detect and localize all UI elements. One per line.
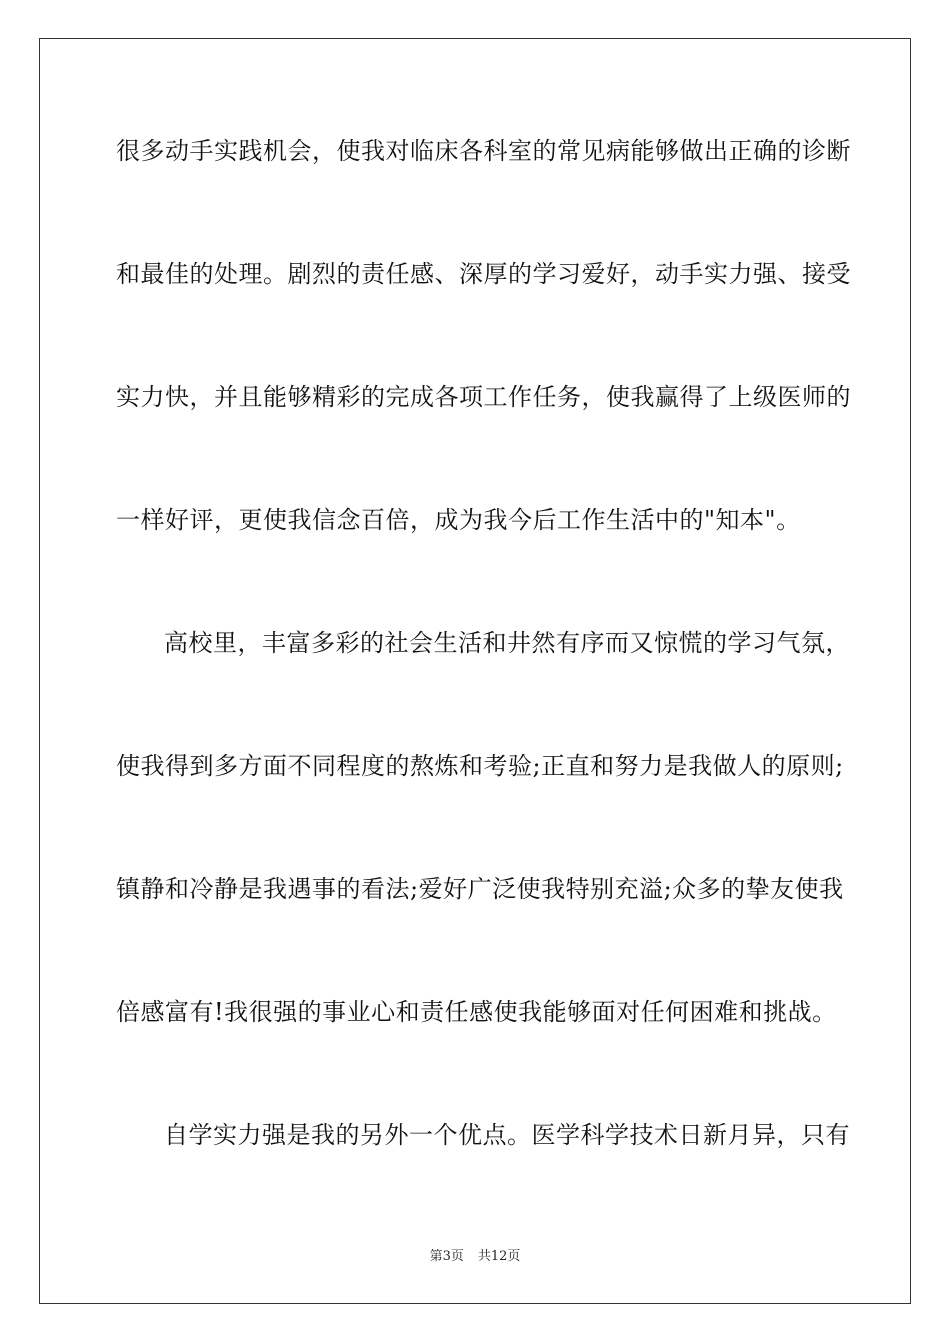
- paragraph-line: 使我得到多方面不同程度的熬炼和考验;正直和努力是我做人的原则;: [116, 752, 844, 780]
- paragraph-line: 和最佳的处理。剧烈的责任感、深厚的学习爱好，动手实力强、接受: [116, 260, 851, 288]
- paragraph-line: 自学实力强是我的另外一个优点。医学科学技术日新月异，只有: [164, 1121, 850, 1149]
- page-footer: [0, 1249, 950, 1265]
- page-number: 第3页: [429, 1249, 464, 1264]
- paragraph-line: 倍感富有!我很强的事业心和责任感使我能够面对任何困难和挑战。: [116, 998, 837, 1026]
- paragraph-line: 镇静和冷静是我遇事的看法;爱好广泛使我特别充溢;众多的挚友使我: [116, 875, 844, 903]
- paragraph-line: 实力快，并且能够精彩的完成各项工作任务，使我赢得了上级医师的: [116, 383, 851, 411]
- paragraph-line: 很多动手实践机会，使我对临床各科室的常见病能够做出正确的诊断: [116, 137, 851, 165]
- paragraph-line: 高校里，丰富多彩的社会生活和井然有序而又惊慌的学习气氛，: [164, 629, 850, 657]
- page-total: 共12页: [477, 1249, 521, 1264]
- page-border: [39, 38, 911, 1304]
- paragraph-line: 一样好评，更使我信念百倍，成为我今后工作生活中的"知本"。: [116, 506, 801, 534]
